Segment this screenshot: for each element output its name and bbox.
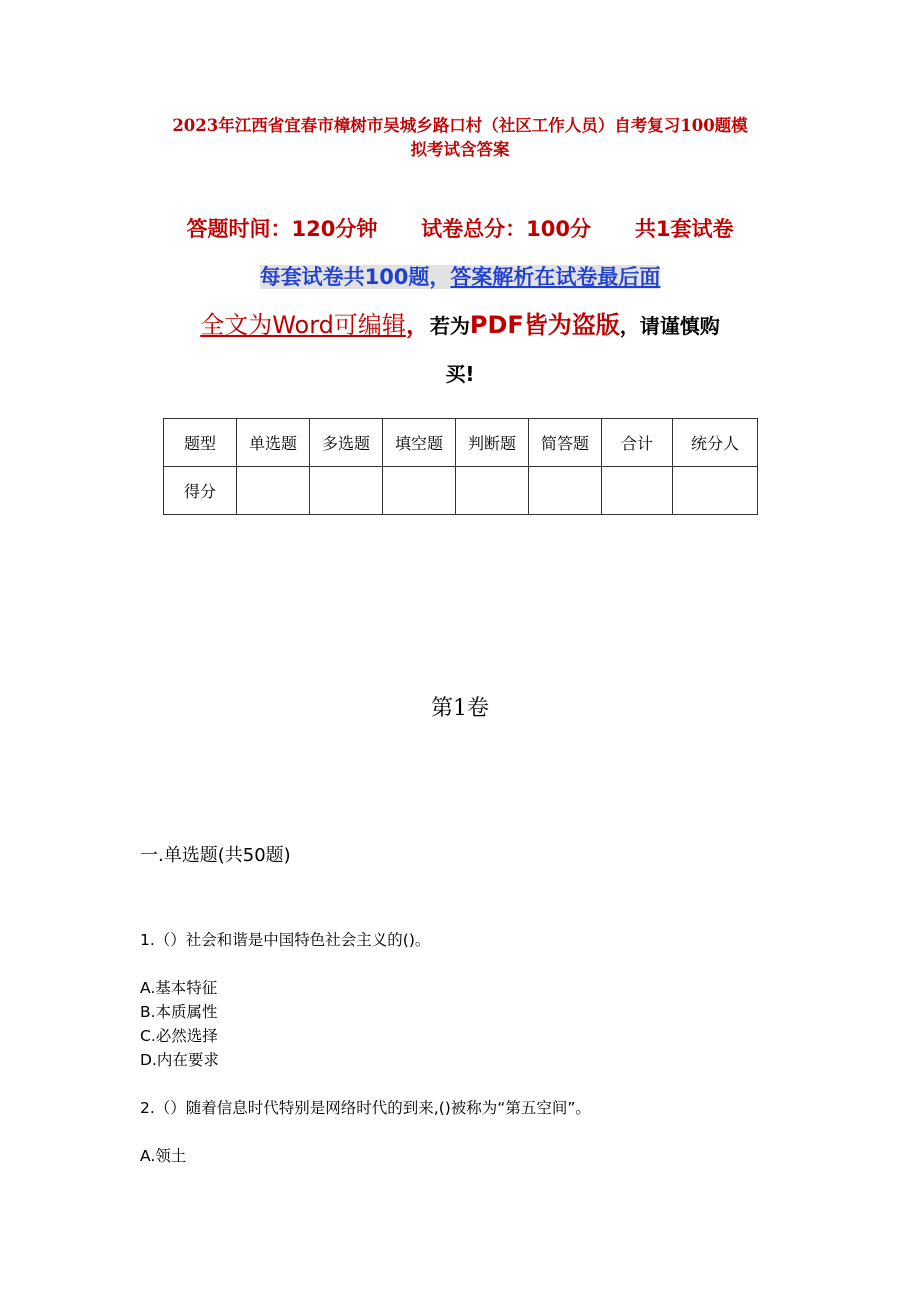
option-item: A.领土 (140, 1147, 187, 1165)
score-header-cell: 单选题 (237, 419, 310, 467)
notice-word (0, 306, 920, 345)
title-line-2: 拟考试含答案 (410, 140, 510, 159)
score-cell[interactable] (529, 467, 602, 515)
score-header-cell: 统分人 (673, 419, 758, 467)
option-item: A.基本特征 (140, 979, 218, 997)
word-editable-text: 全文为Word可编辑 (200, 311, 406, 339)
score-table-header-row (164, 419, 758, 467)
score-row-label: 得分 (164, 467, 237, 515)
question-2-stem: 2.（）随着信息时代特别是网络时代的到来,()被称为“第五空间”。 (140, 1099, 591, 1117)
question-1-stem: 1.（）社会和谐是中国特色社会主义的()。 (140, 931, 431, 949)
notice-comma: ， (405, 311, 430, 339)
score-header-cell: 判断题 (456, 419, 529, 467)
score-cell[interactable] (310, 467, 383, 515)
score-cell[interactable] (383, 467, 456, 515)
score-cell[interactable] (673, 467, 758, 515)
pdf-piracy-text: PDF皆为盗版 (469, 311, 620, 339)
notice-part-2: 答案解析在试卷最后面 (450, 265, 661, 289)
score-header-cell: 多选题 (310, 419, 383, 467)
score-table-score-row (164, 467, 758, 515)
option-item: B.本质属性 (140, 1003, 218, 1021)
score-header-cell: 简答题 (529, 419, 602, 467)
volume-heading: 第1卷 (431, 696, 489, 721)
title-line-1: 2023年江西省宜春市樟树市吴城乡路口村（社区工作人员）自考复习100题模 (172, 116, 748, 135)
score-cell[interactable] (602, 467, 673, 515)
notice-part-1: 每套试卷共100题， (259, 265, 451, 289)
score-header-cell: 填空题 (383, 419, 456, 467)
score-cell[interactable] (456, 467, 529, 515)
option-item: D.内在要求 (140, 1051, 219, 1069)
score-cell[interactable] (237, 467, 310, 515)
option-item: C.必然选择 (140, 1027, 218, 1045)
section-heading: 一.单选题(共50题) (140, 845, 291, 866)
notice-rest: 若为 (429, 314, 470, 338)
exam-info: 答题时间：120分钟 试卷总分：100分 共1套试卷 (186, 217, 734, 241)
score-header-cell: 题型 (164, 419, 237, 467)
notice-rest-2: ，请谨慎购 (619, 314, 720, 338)
score-header-cell: 合计 (602, 419, 673, 467)
score-table (163, 418, 758, 515)
document-title (120, 114, 800, 162)
notice-answers (0, 261, 920, 293)
notice-line-2: 买! (445, 362, 475, 386)
